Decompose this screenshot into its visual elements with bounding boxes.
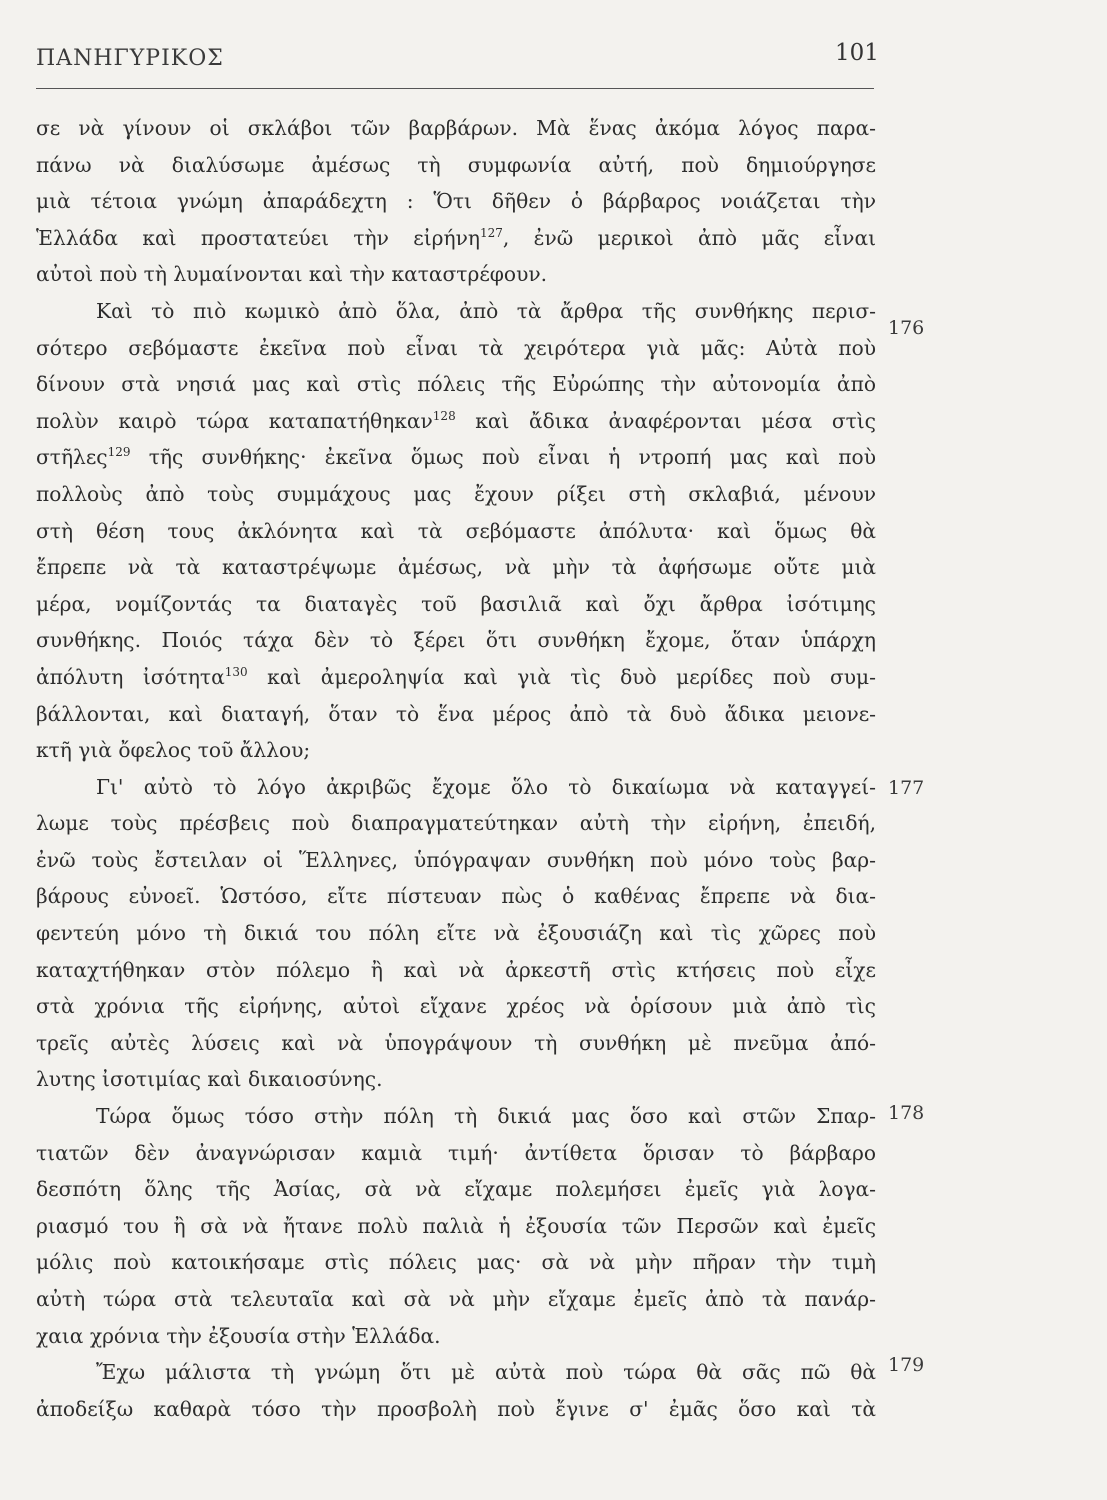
text-line [36,183,876,220]
footnote-reference: 129 [107,445,131,460]
text-segment: στὰ χρόνια τῆς εἰρήνης, αὐτοὶ εἴχανε χρέος νὰ ὁρίσουν μιὰ ἀπὸ τὶς [36,994,876,1019]
text-line [36,696,876,733]
text-line [36,1171,876,1208]
text-segment: Καὶ τὸ πιὸ κωμικὸ ἀπὸ ὅλα, ἀπὸ τὰ ἄρθρα τῆς συνθήκης περισ- [96,298,876,323]
text-line [36,622,876,659]
text-segment: συνθήκης. Ποιός τάχα δὲν τὸ ξέρει ὅτι συνθήκη ἔχομε, ὅταν ὑπάρχη [36,628,876,653]
text-line [36,1391,876,1428]
text-segment: τῆς συνθήκης· ἐκεῖνα ὅμως ποὺ εἶναι ἡ ντροπή μας καὶ ποὺ [130,445,876,470]
text-segment: καὶ ἀμεροληψία καὶ γιὰ τὶς δυὸ μερίδες ποὺ συμ- [247,664,877,689]
margin-section-number: 179 [888,1354,925,1376]
text-line [36,1135,876,1172]
text-segment: ἔπρεπε νὰ τὰ καταστρέψωμε ἀμέσως, νὰ μὴν τὰ ἀφήσωμε οὔτε μιὰ [36,555,876,580]
footnote-reference: 130 [224,664,248,679]
text-line [36,293,876,330]
text-segment: αὐτοὶ ποὺ τὴ λυμαίνονται καὶ τὴν καταστρέφουν. [36,262,548,287]
text-line [36,220,876,257]
text-line [36,842,876,879]
text-line [36,1244,876,1281]
text-segment: βάλλονται, καὶ διαταγή, ὅταν τὸ ἕνα μέρος ἀπὸ τὰ δυὸ ἄδικα μειονε- [36,701,876,726]
text-segment: αὐτὴ τώρα στὰ τελευταῖα καὶ σὰ νὰ μὴν εἴχαμε ἐμεῖς ἀπὸ τὰ πανάρ- [36,1287,876,1311]
text-line [36,110,876,147]
margin-section-number: 176 [888,317,925,339]
text-line [36,586,876,623]
text-line [36,1098,876,1135]
footnote-reference: 128 [432,408,456,423]
text-segment: φεντεύη μόνο τὴ δικιά του πόλη εἴτε νὰ ἐξουσιάζη καὶ τὶς χῶρες ποὺ [36,921,876,946]
text-line [36,805,876,842]
text-segment: πολὺν καιρὸ τώρα καταπατήθηκαν [36,408,433,433]
text-line [36,330,876,367]
text-segment: ἀποδείξω καθαρὰ τόσο τὴν προσβολὴ ποὺ ἔγινε σ' ἐμᾶς ὅσο καὶ τὰ [36,1396,876,1421]
text-segment: , ἐνῶ μερικοὶ ἀπὸ μᾶς εἶναι [502,225,876,250]
text-segment: κτῆ γιὰ ὄφελος τοῦ ἄλλου; [36,738,311,763]
text-segment: ριασμό του ἢ σὰ νὰ ἤτανε πολὺ παλιὰ ἡ ἐξουσία τῶν Περσῶν καὶ ἐμεῖς [36,1213,876,1238]
text-segment: χαια χρόνια τὴν ἐξουσία στὴν Ἑλλάδα. [36,1323,441,1348]
text-segment: Ἑλλάδα καὶ προστατεύει τὴν εἰρήνη [36,225,480,250]
footnote-reference: 127 [479,225,503,240]
text-line [36,513,876,550]
margin-section-number: 177 [888,777,925,799]
running-header-title: ΠΑΝΗΓΥΡΙΚΟΣ [36,46,224,71]
text-line [36,1208,876,1245]
text-line [36,1354,876,1391]
body-text [36,110,876,1427]
text-line [36,439,876,476]
text-segment: σότερο σεβόμαστε ἐκεῖνα ποὺ εἶναι τὰ χειρότερα γιὰ μᾶς: Αὐτὰ ποὺ [36,335,876,360]
text-segment: λυτης ἰσοτιμίας καὶ δικαιοσύνης. [36,1067,383,1092]
text-line [36,952,876,989]
text-line [36,1318,876,1355]
text-segment: μόλις ποὺ κατοικήσαμε στὶς πόλεις μας· σὰ νὰ μὴν πῆραν τὴν τιμὴ [36,1250,876,1275]
text-line [36,403,876,440]
text-line [36,476,876,513]
text-line [36,1281,876,1318]
text-segment: στὴ θέση τους ἀκλόνητα καὶ τὰ σεβόμαστε ἀπόλυτα· καὶ ὅμως θὰ [36,518,876,543]
text-line [36,1061,876,1098]
text-segment: καὶ ἄδικα ἀναφέρονται μέσα στὶς [455,408,876,433]
text-segment: Γι' αὐτὸ τὸ λόγο ἀκριβῶς ἔχομε ὅλο τὸ δικαίωμα νὰ καταγγεί- [96,774,876,799]
text-segment: στῆλες [36,445,108,470]
text-segment: βάρους εὐνοεῖ. Ὡστόσο, εἴτε πίστευαν πὼς ὁ καθένας ἔπρεπε νὰ δια- [36,884,876,909]
text-segment: μέρα, νομίζοντάς τα διαταγὲς τοῦ βασιλιᾶ καὶ ὄχι ἄρθρα ἰσότιμης [36,591,876,616]
text-segment: λωμε τοὺς πρέσβεις ποὺ διαπραγματεύτηκαν αὐτὴ τὴν εἰρήνη, ἐπειδή, [36,811,876,836]
text-segment: ἐνῶ τοὺς ἔστειλαν οἱ Ἕλληνες, ὑπόγραψαν συνθήκη ποὺ μόνο τοὺς βαρ- [36,847,876,872]
text-segment: τρεῖς αὐτὲς λύσεις καὶ νὰ ὑπογράψουν τὴ συνθήκη μὲ πνεῦμα ἀπό- [36,1030,876,1055]
text-line [36,366,876,403]
text-segment: καταχτήθηκαν στὸν πόλεμο ἢ καὶ νὰ ἀρκεστῆ στὶς κτήσεις ποὺ εἶχε [36,957,876,982]
text-line [36,878,876,915]
text-line [36,549,876,586]
text-segment: δεσπότη ὅλης τῆς Ἀσίας, σὰ νὰ εἴχαμε πολεμήσει ἐμεῖς γιὰ λογα- [36,1177,876,1202]
margin-section-number: 178 [888,1102,925,1124]
text-line [36,732,876,769]
text-line [36,769,876,806]
text-line [36,659,876,696]
text-segment: πάνω νὰ διαλύσωμε ἀμέσως τὴ συμφωνία αὐτή, ποὺ δημιούργησε [36,152,876,177]
text-segment: Ἔχω μάλιστα τὴ γνώμη ὅτι μὲ αὐτὰ ποὺ τώρα θὰ σᾶς πῶ θὰ [96,1360,876,1385]
text-segment: μιὰ τέτοια γνώμη ἀπαράδεχτη : Ὅτι δῆθεν ὁ βάρβαρος νοιάζεται τὴν [36,189,876,214]
text-segment: πολλοὺς ἀπὸ τοὺς συμμάχους μας ἔχουν ρίξει στὴ σκλαβιά, μένουν [36,481,876,506]
text-segment: ἀπόλυτη ἰσότητα [36,664,225,689]
text-line [36,988,876,1025]
text-segment: σε νὰ γίνουν οἱ σκλάβοι τῶν βαρβάρων. Μὰ ἕνας ἀκόμα λόγος παρα- [36,116,876,140]
text-segment: τιατῶν δὲν ἀναγνώρισαν καμιὰ τιμή· ἀντίθετα ὅρισαν τὸ βάρβαρο [36,1140,876,1165]
text-line [36,1025,876,1062]
page-number: 101 [835,40,879,66]
text-line [36,256,876,293]
text-segment: Τώρα ὅμως τόσο στὴν πόλη τὴ δικιά μας ὅσο καὶ στῶν Σπαρ- [96,1104,876,1129]
text-line [36,915,876,952]
text-line [36,147,876,184]
text-segment: δίνουν στὰ νησιά μας καὶ στὶς πόλεις τῆς Εὐρώπης τὴν αὐτονομία ἀπὸ [36,372,876,397]
header-divider [36,88,874,89]
